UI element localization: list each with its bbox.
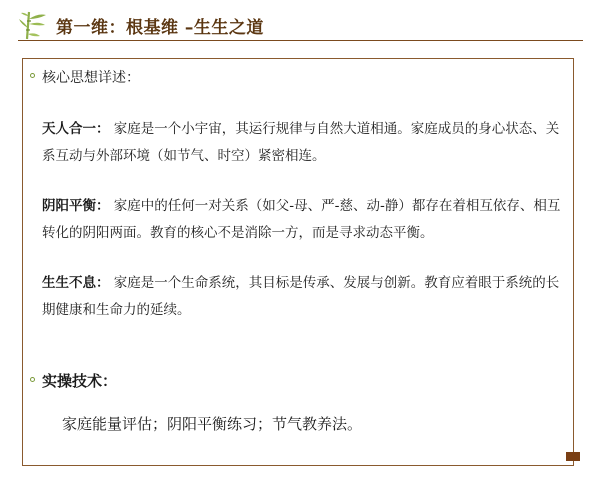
bullet-icon [30, 377, 35, 382]
paragraph-tianren [42, 116, 570, 170]
practice-heading: 实操技术： [42, 372, 118, 390]
header-divider [18, 40, 583, 41]
paragraph-text: 家庭是一个生命系统，其目标是传承、发展与创新。教育应着眼于系统的长期健康和生命力的延续。 [42, 275, 560, 318]
paragraph-yinyang [42, 193, 570, 247]
paragraph-term: 阴阳平衡： [42, 198, 110, 214]
practice-body: 家庭能量评估；阴阳平衡练习；节气教养法。 [62, 415, 363, 433]
page-header [18, 8, 583, 42]
paragraph-term: 天人合一： [42, 121, 110, 137]
paragraph-text: 家庭中的任何一对关系（如父-母、严-慈、动-静）都存在着相互依存、相互转化的阴阳两面。教育的核心不是消除一方，而是寻求动态平衡。 [42, 198, 561, 241]
corner-marker [566, 452, 580, 461]
paragraph-term: 生生不息： [42, 275, 110, 291]
paragraph-shengsheng [42, 270, 570, 324]
core-heading: 核心思想详述： [42, 70, 140, 86]
paragraph-text: 家庭是一个小宇宙，其运行规律与自然大道相通。家庭成员的身心状态、关系互动与外部环境（如节气、时空）紧密相连。 [42, 121, 560, 164]
page-title: 第一维：根基维 –生生之道 [56, 18, 264, 38]
bullet-icon [30, 73, 35, 78]
bamboo-icon [18, 10, 48, 40]
